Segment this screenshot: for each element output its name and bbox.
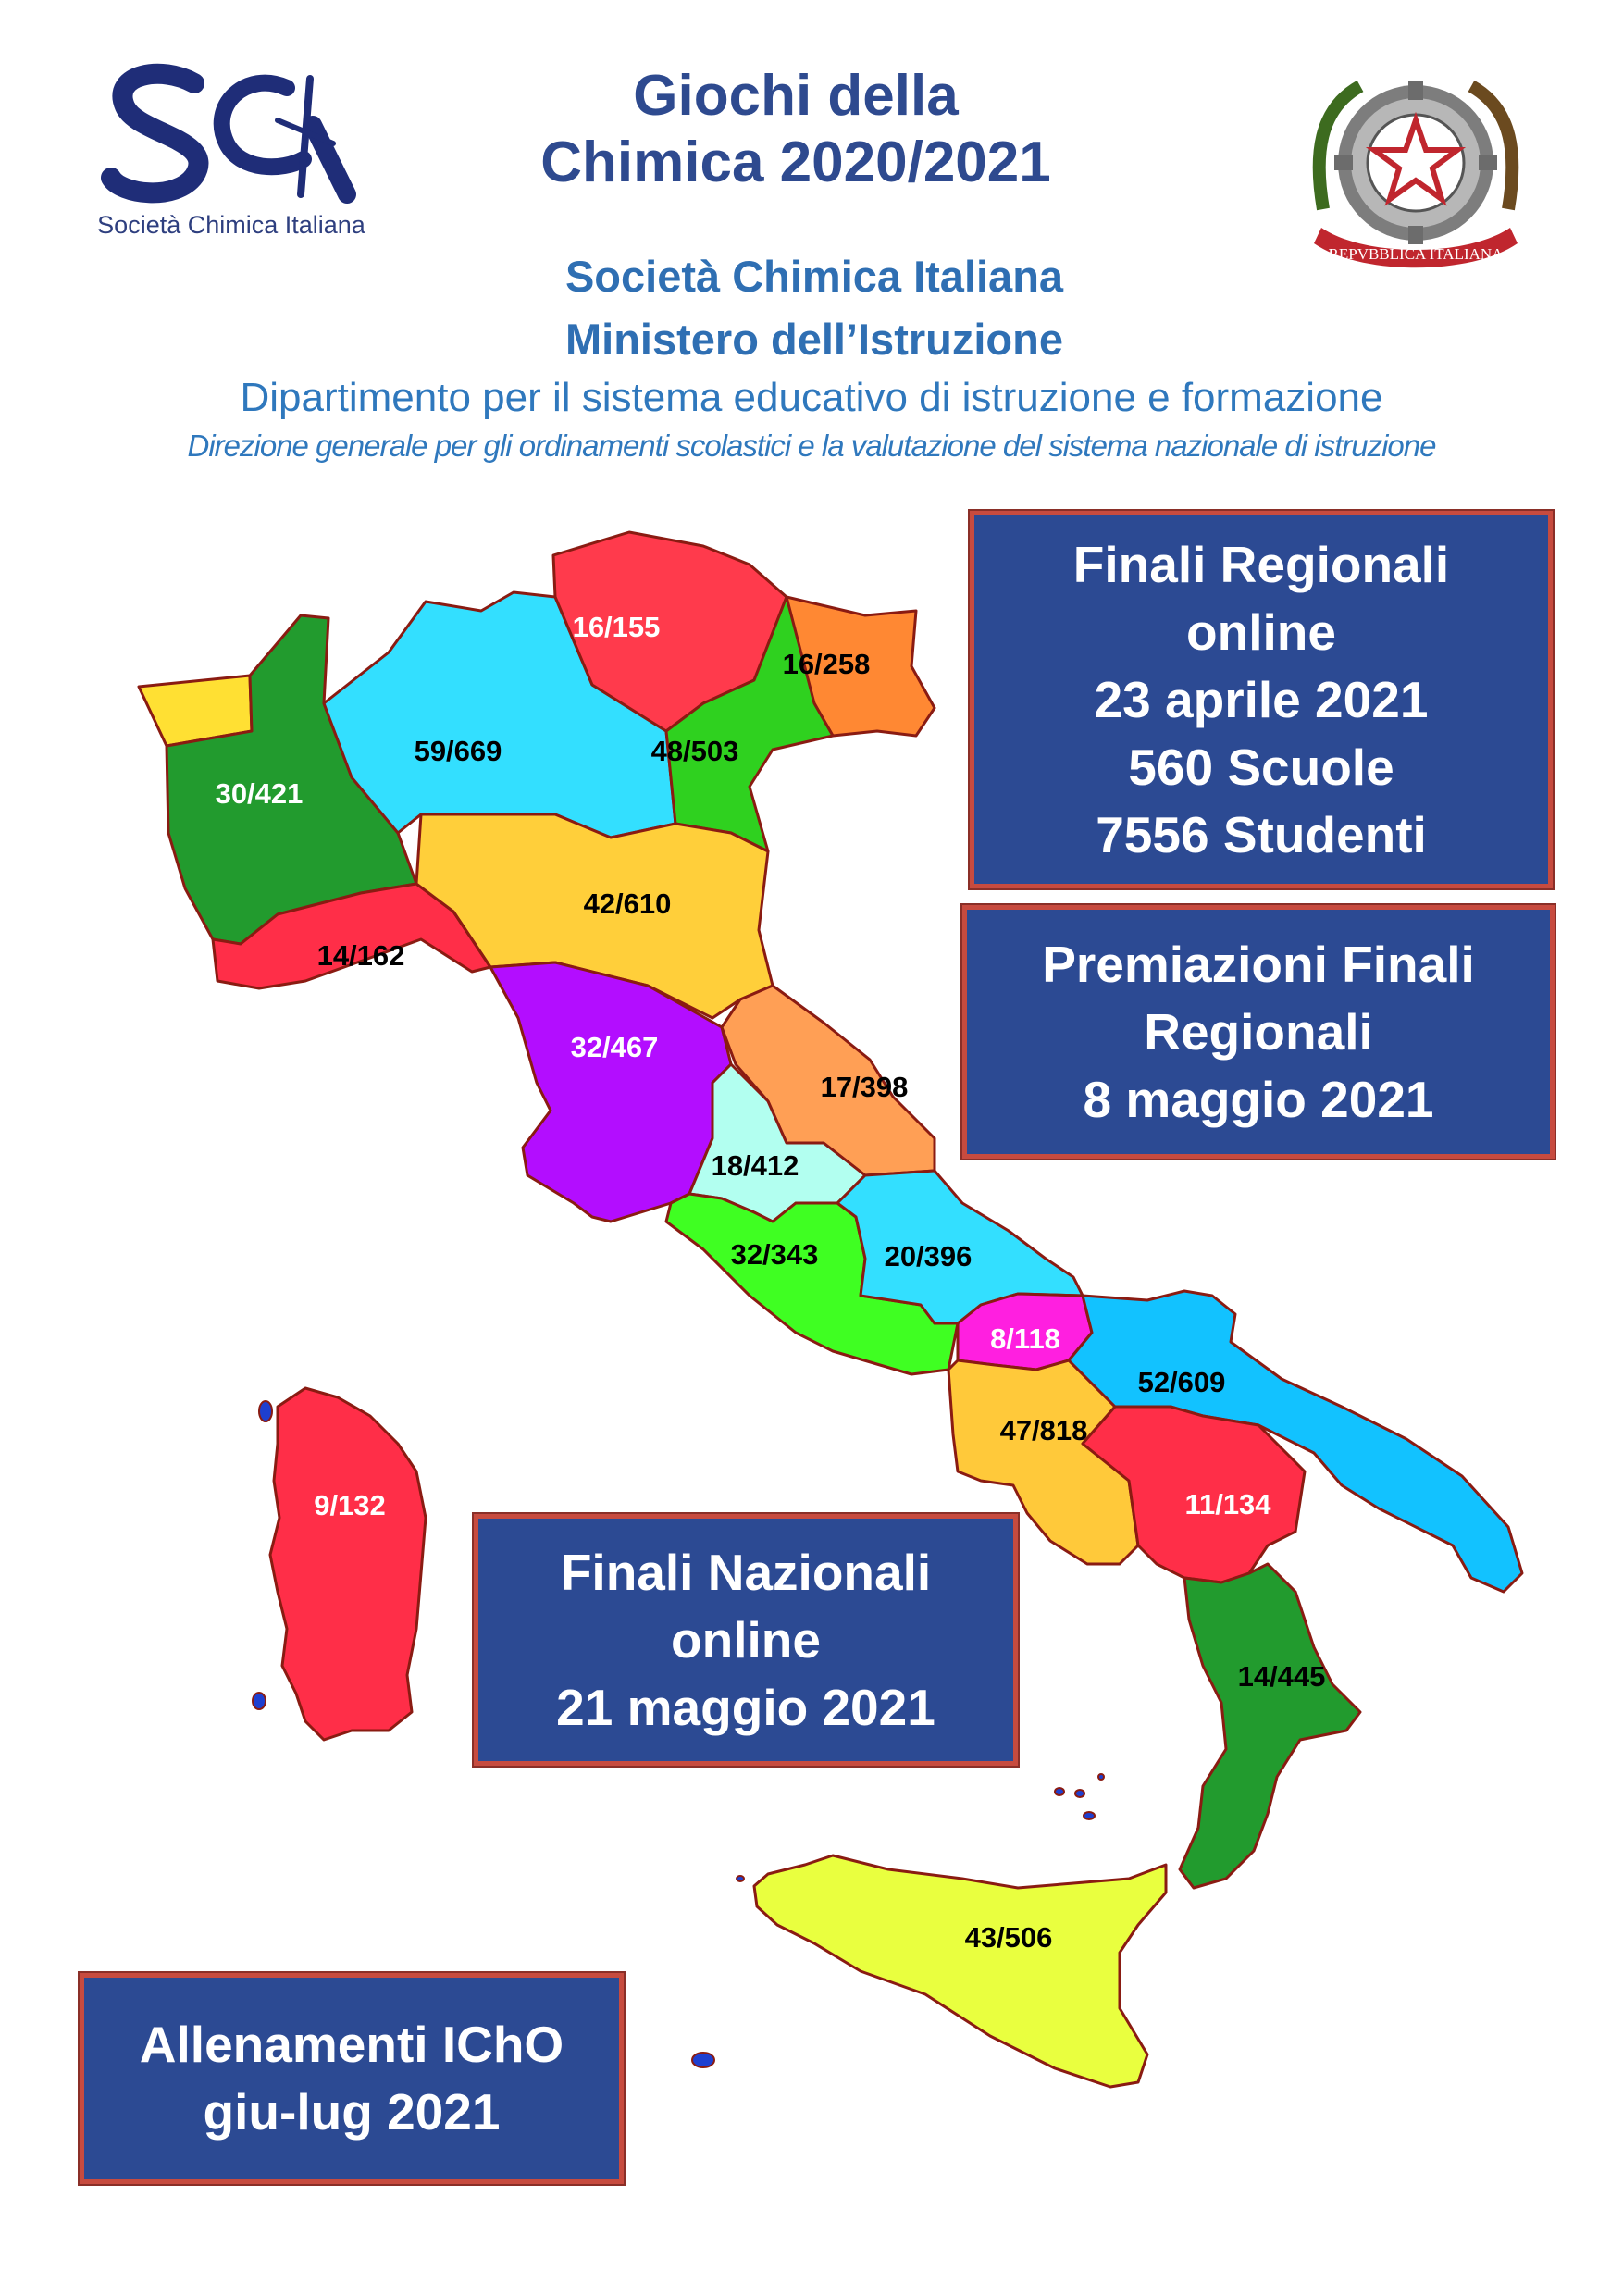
label-piemonte: 30/421 [215, 777, 304, 810]
label-calabria: 14/445 [1237, 1660, 1326, 1693]
premiazioni-line-2: Regionali [1144, 1002, 1373, 1061]
finali-nazionali-box [474, 1514, 1018, 1766]
emblem-ribbon-text: REPVBBLICA ITALIANA [1328, 245, 1504, 263]
label-trentino: 16/155 [572, 611, 661, 643]
label-molise: 8/118 [990, 1322, 1060, 1355]
label-veneto: 48/503 [650, 735, 739, 767]
organization-sci: Società Chimica Italiana [564, 252, 1064, 301]
title-line-2: Chimica 2020/2021 [540, 130, 1051, 194]
label-puglia: 52/609 [1137, 1366, 1226, 1398]
label-abruzzo: 20/396 [884, 1240, 973, 1272]
directorate-line: Direzione generale per gli ordinamenti scolastici e la valutazione del sistema nazionale di istruzione [187, 428, 1436, 463]
finali-regionali-line-5: 7556 Studenti [1096, 805, 1427, 863]
label-umbria: 18/412 [711, 1149, 799, 1182]
premiazioni-line-3: 8 maggio 2021 [1083, 1070, 1434, 1128]
region-calabria [1180, 1564, 1360, 1888]
title-line-1: Giochi della [633, 64, 959, 128]
label-lombardia: 59/669 [414, 735, 502, 767]
finali-nazionali-line-1: Finali Nazionali [560, 1543, 932, 1601]
finali-nazionali-line-3: 21 maggio 2021 [556, 1678, 935, 1736]
icho-line-1: Allenamenti IChO [139, 2016, 564, 2073]
finali-regionali-line-2: online [1186, 602, 1336, 661]
label-liguria: 14/162 [316, 939, 405, 972]
label-sicilia: 43/506 [964, 1921, 1053, 1954]
organization-ministry: Ministero dell’Istruzione [565, 315, 1063, 364]
label-marche: 17/398 [820, 1071, 909, 1103]
finali-regionali-line-3: 23 aprile 2021 [1094, 670, 1429, 728]
label-basilicata: 11/134 [1184, 1488, 1271, 1520]
premiazioni-line-1: Premiazioni Finali [1042, 935, 1475, 993]
label-toscana: 32/467 [570, 1031, 659, 1063]
label-lazio: 32/343 [730, 1238, 819, 1271]
label-sardegna: 9/132 [314, 1489, 386, 1521]
sci-logo-caption: Società Chimica Italiana [97, 211, 365, 239]
label-friuli: 16/258 [782, 648, 871, 680]
icho-training-box [80, 1973, 624, 2184]
region-sicilia [754, 1855, 1166, 2087]
icho-line-2: giu-lug 2021 [203, 2083, 501, 2141]
finali-regionali-line-1: Finali Regionali [1072, 535, 1450, 593]
premiazioni-box [962, 905, 1555, 1159]
department-line: Dipartimento per il sistema educativo di istruzione e formazione [240, 375, 1383, 420]
label-emilia: 42/610 [583, 887, 672, 920]
finali-regionali-line-4: 560 Scuole [1128, 738, 1394, 796]
region-sardegna [270, 1388, 426, 1740]
finali-regionali-box [970, 511, 1553, 888]
finali-nazionali-line-2: online [671, 1610, 821, 1669]
label-campania: 47/818 [999, 1414, 1088, 1446]
